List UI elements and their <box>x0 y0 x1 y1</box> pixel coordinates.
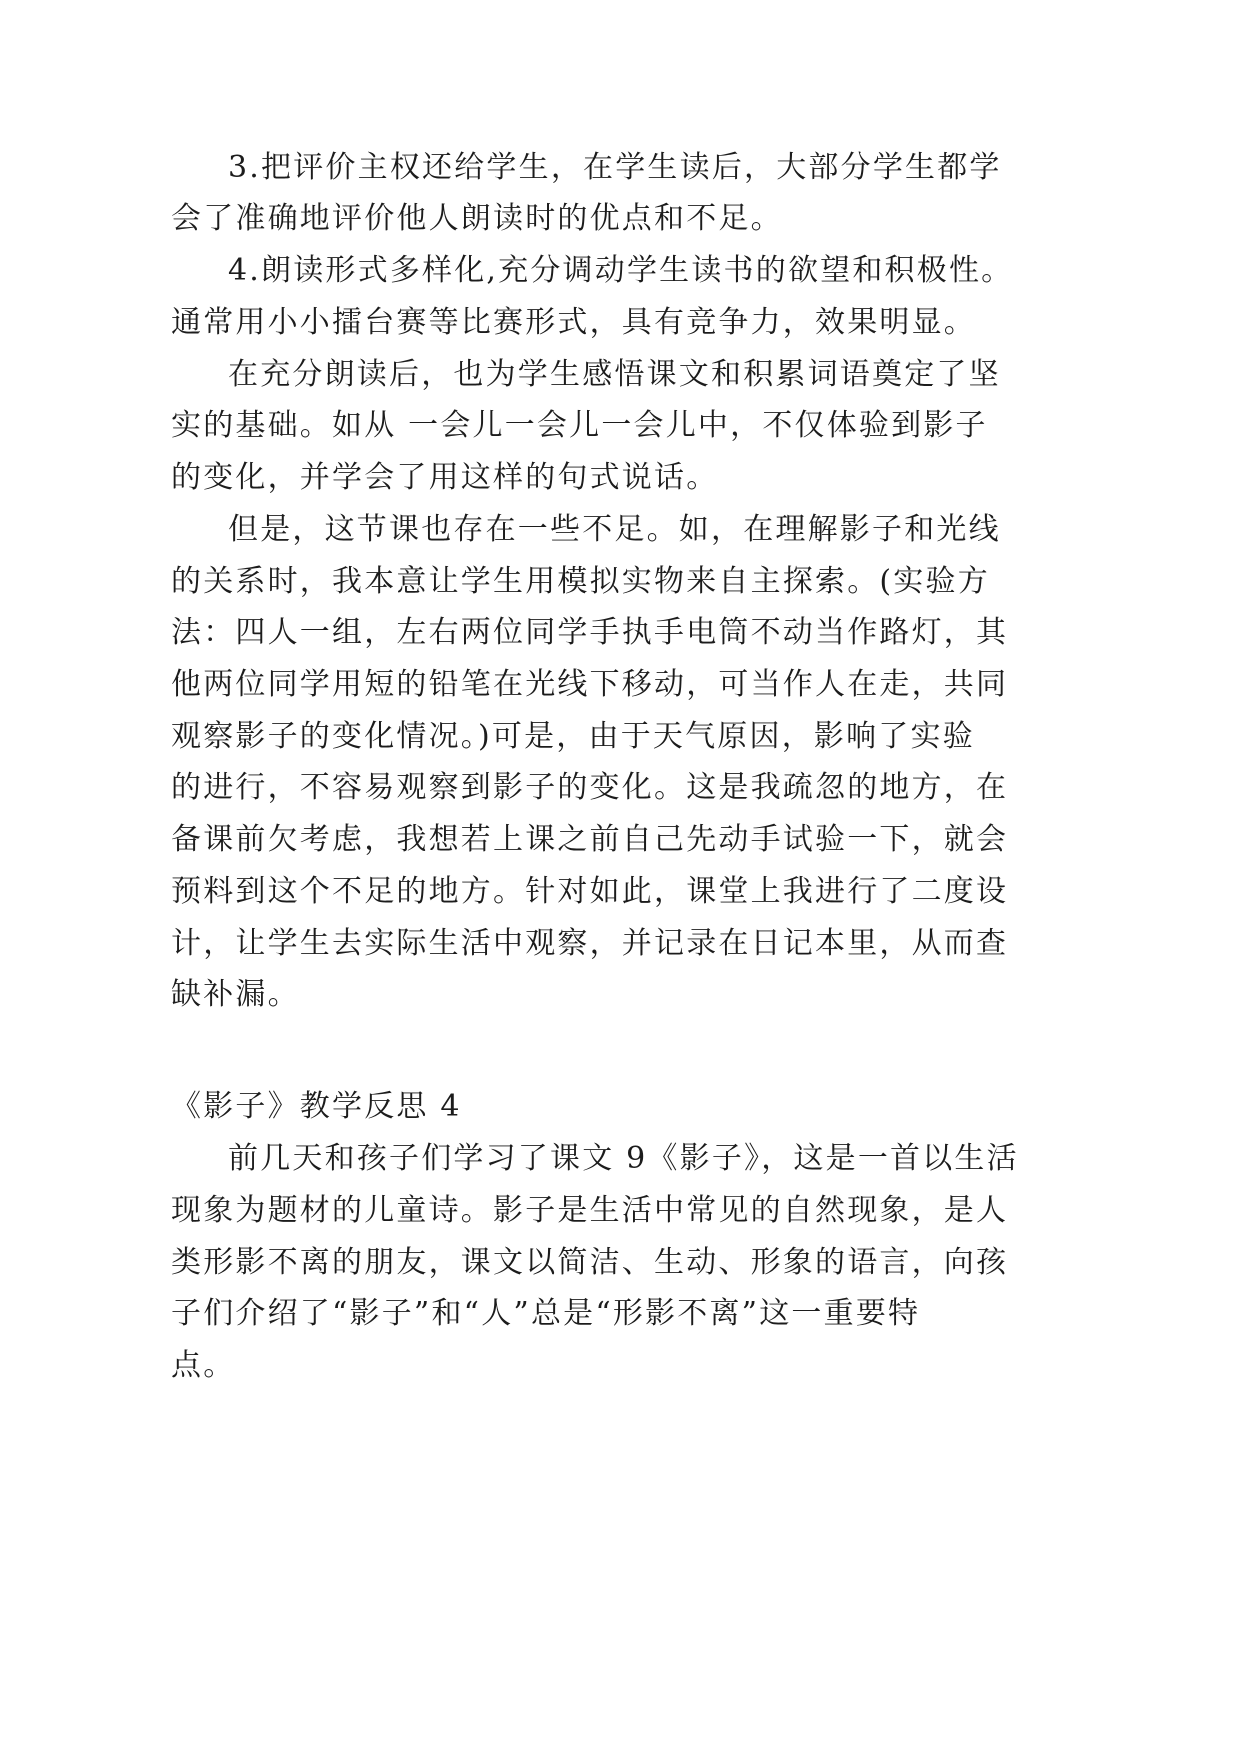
text-line: 3.把评价主权还给学生，在学生读后，大部分学生都学 <box>228 150 1002 185</box>
text-line: 现象为题材的儿童诗。影子是生活中常见的自然现象，是人 <box>171 1193 1009 1228</box>
text-line: 的关系时，我本意让学生用模拟实物来自主探索。(实验方 <box>171 564 990 599</box>
section-heading: 《影子》教学反思 4 <box>171 1089 462 1124</box>
text-line: 在充分朗读后，也为学生感悟课文和积累词语奠定了坚 <box>228 357 1001 392</box>
text-line: 备课前欠考虑，我想若上课之前自己先动手试验一下，就会 <box>171 822 1009 857</box>
text-line: 实的基础。如从 一会儿一会儿一会儿中，不仅体验到影子 <box>171 408 988 443</box>
text-line: 的进行，不容易观察到影子的变化。这是我疏忽的地方，在 <box>171 770 1009 805</box>
text-line: 法：四人一组，左右两位同学手执手电筒不动当作路灯，其 <box>171 615 1009 650</box>
text-line: 计，让学生去实际生活中观察，并记录在日记本里，从而查 <box>171 926 1009 961</box>
text-line: 类形影不离的朋友，课文以简洁、生动、形象的语言，向孩 <box>171 1245 1009 1280</box>
text-line: 4.朗读形式多样化,充分调动学生读书的欲望和积极性。 <box>228 253 1014 288</box>
text-line: 点。 <box>171 1348 236 1383</box>
text-line: 会了准确地评价他人朗读时的优点和不足。 <box>171 201 783 236</box>
text-line: 他两位同学用短的铅笔在光线下移动，可当作人在走，共同 <box>171 667 1009 702</box>
text-line: 子们介绍了“影子”和“人”总是“形影不离”这一重要特 <box>171 1296 921 1331</box>
text-line: 的变化，并学会了用这样的句式说话。 <box>171 460 719 495</box>
text-line: 前几天和孩子们学习了课文 9《影子》，这是一首以生活 <box>228 1141 1019 1176</box>
text-line: 但是，这节课也存在一些不足。如，在理解影子和光线 <box>228 512 1001 547</box>
text-line: 通常用小小擂台赛等比赛形式，具有竞争力，效果明显。 <box>171 305 976 340</box>
text-line: 缺补漏。 <box>171 977 300 1012</box>
text-line: 观察影子的变化情况。)可是，由于天气原因，影响了实验 <box>171 719 975 754</box>
text-line: 预料到这个不足的地方。针对如此，课堂上我进行了二度设 <box>171 874 1009 909</box>
